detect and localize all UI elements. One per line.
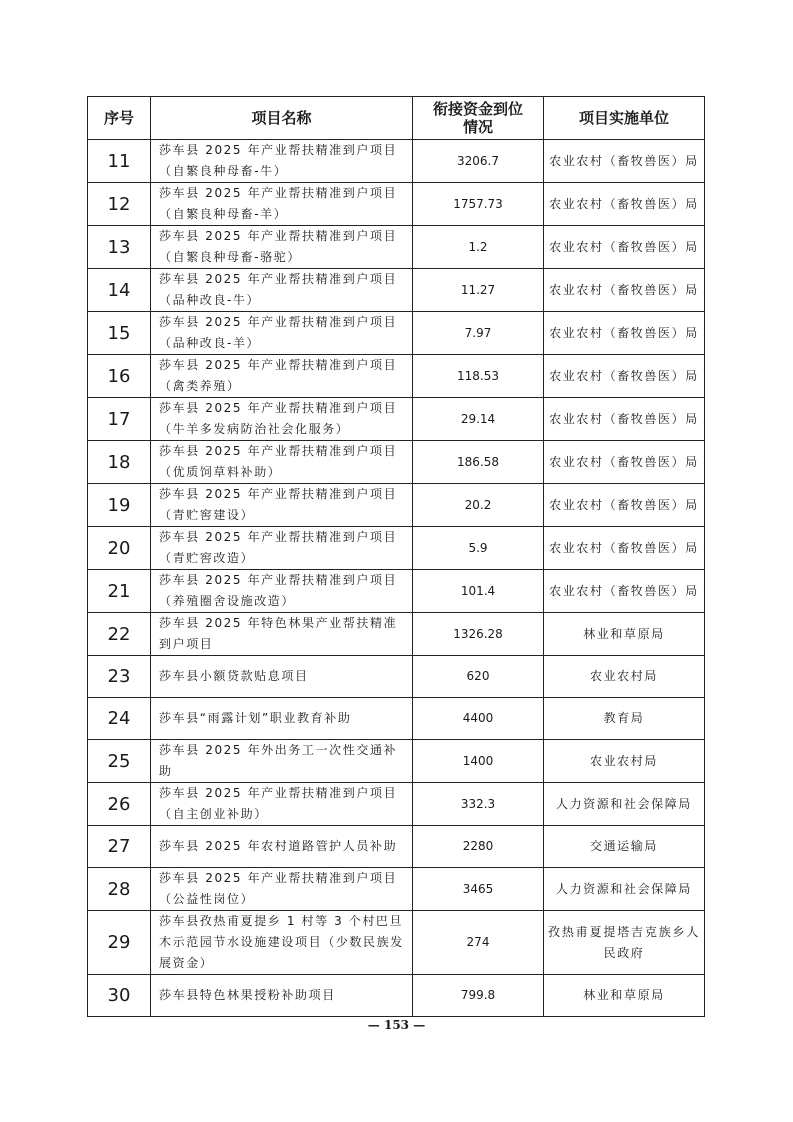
row-funding-amount: 2280 [413, 826, 544, 868]
row-implementing-unit: 农业农村（畜牧兽医）局 [544, 183, 705, 226]
row-funding-amount: 11.27 [413, 269, 544, 312]
table-body [88, 140, 705, 1017]
row-funding-amount: 4400 [413, 698, 544, 740]
table-row [88, 570, 705, 613]
row-implementing-unit: 农业农村（畜牧兽医）局 [544, 527, 705, 570]
row-serial-number: 21 [88, 570, 151, 613]
table-row [88, 355, 705, 398]
row-serial-number: 16 [88, 355, 151, 398]
project-table [87, 96, 705, 1017]
row-funding-amount: 186.58 [413, 441, 544, 484]
header-project-name: 项目名称 [151, 97, 413, 140]
row-serial-number: 28 [88, 868, 151, 911]
table-row [88, 484, 705, 527]
row-implementing-unit: 农业农村（畜牧兽医）局 [544, 269, 705, 312]
row-funding-amount: 3465 [413, 868, 544, 911]
row-funding-amount: 101.4 [413, 570, 544, 613]
row-implementing-unit: 教育局 [544, 698, 705, 740]
table-row [88, 740, 705, 783]
row-funding-amount: 274 [413, 911, 544, 975]
header-funding-status-text: 衔接资金到位情况 [432, 100, 523, 136]
row-project-name: 莎车县 2025 年产业帮扶精准到户项目（自繁良种母畜-骆驼） [151, 226, 413, 269]
table-row [88, 269, 705, 312]
table-row [88, 441, 705, 484]
row-implementing-unit: 农业农村（畜牧兽医）局 [544, 226, 705, 269]
row-serial-number: 24 [88, 698, 151, 740]
header-implementing-unit: 项目实施单位 [544, 97, 705, 140]
row-funding-amount: 1757.73 [413, 183, 544, 226]
row-project-name: 莎车县 2025 年产业帮扶精准到户项目（青贮窖建设） [151, 484, 413, 527]
row-serial-number: 27 [88, 826, 151, 868]
table-row [88, 826, 705, 868]
row-serial-number: 13 [88, 226, 151, 269]
table-row [88, 398, 705, 441]
row-serial-number: 23 [88, 656, 151, 698]
row-serial-number: 12 [88, 183, 151, 226]
row-implementing-unit: 农业农村（畜牧兽医）局 [544, 140, 705, 183]
table-row [88, 183, 705, 226]
table-row [88, 911, 705, 975]
row-project-name: 莎车县小额贷款贴息项目 [151, 656, 413, 698]
table-row [88, 226, 705, 269]
header-funding-status [413, 97, 544, 140]
row-funding-amount: 799.8 [413, 975, 544, 1017]
row-project-name: 莎车县“雨露计划”职业教育补助 [151, 698, 413, 740]
row-serial-number: 30 [88, 975, 151, 1017]
row-implementing-unit: 人力资源和社会保障局 [544, 868, 705, 911]
row-implementing-unit: 农业农村局 [544, 656, 705, 698]
table-header-row [88, 97, 705, 140]
table-row [88, 656, 705, 698]
row-project-name: 莎车县 2025 年产业帮扶精准到户项目（自繁良种母畜-羊） [151, 183, 413, 226]
row-project-name: 莎车县 2025 年产业帮扶精准到户项目（养殖圈舍设施改造） [151, 570, 413, 613]
row-funding-amount: 332.3 [413, 783, 544, 826]
row-project-name: 莎车县 2025 年产业帮扶精准到户项目（青贮窖改造） [151, 527, 413, 570]
row-funding-amount: 118.53 [413, 355, 544, 398]
row-implementing-unit: 农业农村（畜牧兽医）局 [544, 570, 705, 613]
row-project-name: 莎车县 2025 年特色林果产业帮扶精准到户项目 [151, 613, 413, 656]
table-row [88, 527, 705, 570]
table-row [88, 698, 705, 740]
row-implementing-unit: 孜热甫夏提塔吉克族乡人民政府 [544, 911, 705, 975]
row-project-name: 莎车县 2025 年产业帮扶精准到户项目（牛羊多发病防治社会化服务） [151, 398, 413, 441]
row-funding-amount: 620 [413, 656, 544, 698]
row-implementing-unit: 交通运输局 [544, 826, 705, 868]
row-project-name: 莎车县 2025 年产业帮扶精准到户项目（品种改良-羊） [151, 312, 413, 355]
row-implementing-unit: 人力资源和社会保障局 [544, 783, 705, 826]
table-row [88, 868, 705, 911]
row-project-name: 莎车县 2025 年农村道路管护人员补助 [151, 826, 413, 868]
row-implementing-unit: 农业农村（畜牧兽医）局 [544, 441, 705, 484]
table-row [88, 783, 705, 826]
row-project-name: 莎车县 2025 年产业帮扶精准到户项目（品种改良-牛） [151, 269, 413, 312]
row-funding-amount: 20.2 [413, 484, 544, 527]
row-serial-number: 17 [88, 398, 151, 441]
row-implementing-unit: 农业农村（畜牧兽医）局 [544, 398, 705, 441]
row-funding-amount: 1400 [413, 740, 544, 783]
row-implementing-unit: 林业和草原局 [544, 975, 705, 1017]
row-project-name: 莎车县 2025 年产业帮扶精准到户项目（自繁良种母畜-牛） [151, 140, 413, 183]
row-serial-number: 14 [88, 269, 151, 312]
row-implementing-unit: 农业农村（畜牧兽医）局 [544, 484, 705, 527]
row-project-name: 莎车县 2025 年产业帮扶精准到户项目（公益性岗位） [151, 868, 413, 911]
table-row [88, 613, 705, 656]
page-number: — 153 — [367, 1018, 426, 1032]
row-serial-number: 15 [88, 312, 151, 355]
row-implementing-unit: 农业农村局 [544, 740, 705, 783]
row-project-name: 莎车县 2025 年产业帮扶精准到户项目（禽类养殖） [151, 355, 413, 398]
row-project-name: 莎车县 2025 年产业帮扶精准到户项目（优质饲草料补助） [151, 441, 413, 484]
row-serial-number: 25 [88, 740, 151, 783]
row-serial-number: 20 [88, 527, 151, 570]
row-funding-amount: 1.2 [413, 226, 544, 269]
row-funding-amount: 7.97 [413, 312, 544, 355]
row-project-name: 莎车县 2025 年产业帮扶精准到户项目（自主创业补助） [151, 783, 413, 826]
row-serial-number: 26 [88, 783, 151, 826]
row-implementing-unit: 农业农村（畜牧兽医）局 [544, 312, 705, 355]
row-funding-amount: 29.14 [413, 398, 544, 441]
row-funding-amount: 1326.28 [413, 613, 544, 656]
row-serial-number: 22 [88, 613, 151, 656]
row-funding-amount: 3206.7 [413, 140, 544, 183]
row-serial-number: 29 [88, 911, 151, 975]
table-row [88, 140, 705, 183]
row-project-name: 莎车县孜热甫夏提乡 1 村等 3 个村巴旦木示范园节水设施建设项目（少数民族发展资金） [151, 911, 413, 975]
row-project-name: 莎车县 2025 年外出务工一次性交通补助 [151, 740, 413, 783]
header-serial-number: 序号 [88, 97, 151, 140]
row-implementing-unit: 农业农村（畜牧兽医）局 [544, 355, 705, 398]
row-serial-number: 19 [88, 484, 151, 527]
table-row [88, 312, 705, 355]
row-project-name: 莎车县特色林果授粉补助项目 [151, 975, 413, 1017]
row-serial-number: 18 [88, 441, 151, 484]
row-funding-amount: 5.9 [413, 527, 544, 570]
row-serial-number: 11 [88, 140, 151, 183]
row-implementing-unit: 林业和草原局 [544, 613, 705, 656]
table-row [88, 975, 705, 1017]
